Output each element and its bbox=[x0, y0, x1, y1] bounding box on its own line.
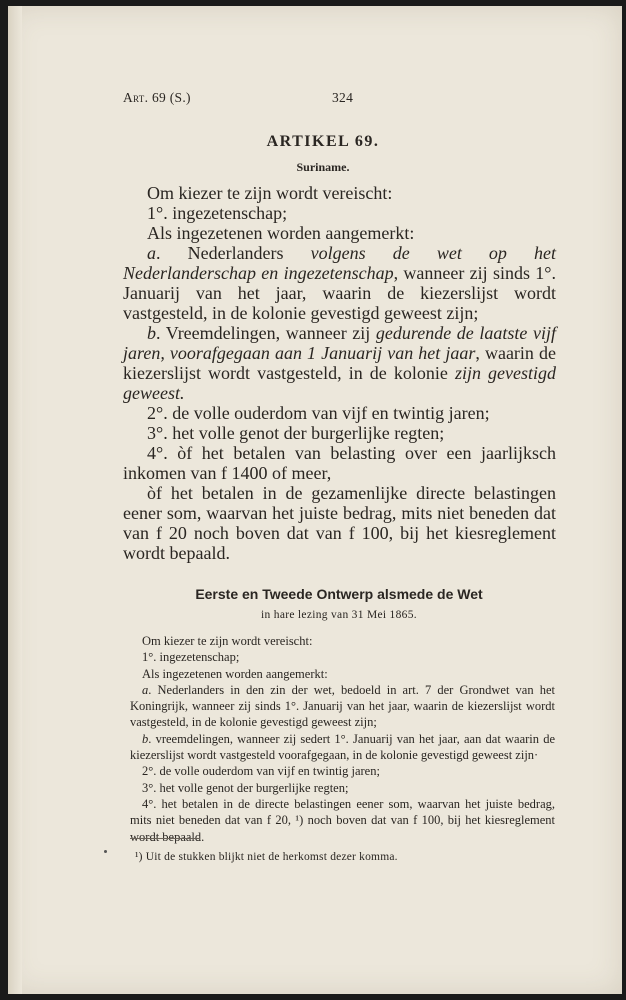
article-paragraph bbox=[123, 483, 556, 563]
section-paragraph bbox=[130, 763, 555, 779]
text-run: Als ingezetenen worden aangemerkt: bbox=[142, 666, 328, 681]
text-run: 4°. òf het betalen van belasting over een jaarlijksch inkomen van f 1400 of meer, bbox=[123, 443, 556, 483]
text-run: Om kiezer te zijn wordt vereischt: bbox=[142, 634, 313, 648]
section-title: Eerste en Tweede Ontwerp alsmede de Wet bbox=[195, 586, 483, 602]
text-run: 1°. ingezetenschap; bbox=[142, 650, 240, 665]
article-paragraph bbox=[123, 243, 556, 323]
article-title: ARTIKEL 69. bbox=[266, 133, 380, 150]
header-article-ref: Art. 69 (S.) bbox=[123, 90, 191, 105]
text-run: . Nederlanders bbox=[156, 243, 311, 263]
footnote-text: Uit de stukken blijkt niet de herkomst dezer komma. bbox=[145, 851, 398, 863]
italic-text: a bbox=[147, 243, 156, 263]
section-paragraph bbox=[130, 682, 555, 731]
page-number: 324 bbox=[332, 90, 354, 105]
text-run: 2°. de volle ouderdom van vijf en twintig jaren; bbox=[142, 764, 380, 779]
text-run: , waarin de kiezerslijst wordt vastgesteld, in de kolonie bbox=[123, 343, 557, 383]
italic-text: gedurende de laatste vijf jaren, voorafgegaan aan 1 Januarij van het jaar bbox=[123, 323, 556, 363]
text-run: 1°. ingezetenschap; bbox=[147, 203, 288, 223]
section-paragraph bbox=[130, 633, 555, 649]
section-subtitle: in hare lezing van 31 Mei 1865. bbox=[261, 609, 417, 621]
section-paragraph bbox=[130, 780, 555, 796]
text-run: noch boven dat van f 100, bij het kiesreglement wordt bepaald. bbox=[130, 813, 556, 844]
footnote-marker: ¹) bbox=[135, 851, 143, 863]
section-paragraph bbox=[130, 731, 555, 764]
article-paragraph bbox=[123, 183, 556, 203]
section-paragraph bbox=[130, 649, 555, 665]
article-paragraph bbox=[123, 323, 556, 403]
text-run: òf het betalen in de gezamenlijke directe belastingen eener som, waarvan het juiste bedrag, mits niet beneden dat van f 20 noch boven dat van f 100, bij het kiesreglement wordt bepaald. bbox=[123, 483, 556, 563]
text-run: . vreemdelingen, wanneer zij sedert 1°. Januarij van het jaar, aan dat waarin de kiezerslijst wordt vastgesteld voorafgegaan, in de kolonie gevestigd geweest zijn· bbox=[130, 731, 555, 763]
text-run: 3°. het volle genot der burgerlijke regten; bbox=[142, 780, 349, 795]
italic-text: a bbox=[142, 682, 149, 697]
italic-text: b bbox=[147, 323, 156, 343]
italic-text: b bbox=[142, 731, 149, 746]
text-run: . Vreemdelingen, wanneer zij bbox=[156, 323, 376, 343]
article-subtitle: Suriname. bbox=[296, 160, 350, 174]
footnote bbox=[135, 851, 555, 863]
article-paragraph bbox=[123, 223, 556, 243]
text-run: , wanneer zij sinds 1°. Januarij van het jaar, waarin de kiezerslijst wordt vastgesteld, in de kolonie gevestigd geweest zijn; bbox=[123, 263, 556, 323]
text-run: 3°. het volle genot der burgerlijke regten; bbox=[147, 423, 445, 443]
page-binding-shadow bbox=[8, 6, 22, 994]
article-paragraph bbox=[123, 403, 556, 423]
article-paragraph bbox=[123, 203, 556, 223]
section-body bbox=[130, 633, 555, 845]
text-run: Als ingezetenen worden aangemerkt: bbox=[147, 223, 415, 243]
italic-text: zijn gevestigd geweest. bbox=[123, 363, 557, 403]
text-run: Om kiezer te zijn wordt vereischt: bbox=[147, 183, 393, 203]
margin-mark bbox=[104, 850, 107, 853]
text-run: 2°. de volle ouderdom van vijf en twintig jaren; bbox=[147, 403, 490, 423]
text-run: 4°. het betalen in de directe belastingen eener som, waarvan het juiste bedrag, mits niet beneden dat van f 20, bbox=[130, 796, 555, 828]
section-paragraph bbox=[130, 666, 555, 682]
footnote-rule bbox=[130, 838, 200, 839]
article-paragraph bbox=[123, 443, 556, 483]
article-body bbox=[123, 183, 556, 563]
text-run: . Nederlanders in den zin der wet, bedoeld in art. 7 der Grondwet van het Koningrijk, wanneer zij sinds 1°. Januarij van het jaar, waarin de kiezerslijst wordt vastgesteld, in de kolonie gevestigd geweest zijn; bbox=[130, 682, 555, 730]
text-run: ¹) bbox=[295, 813, 304, 828]
italic-text: volgens de wet op het Nederlanderschap en ingezetenschap bbox=[123, 243, 557, 283]
article-paragraph bbox=[123, 423, 556, 443]
